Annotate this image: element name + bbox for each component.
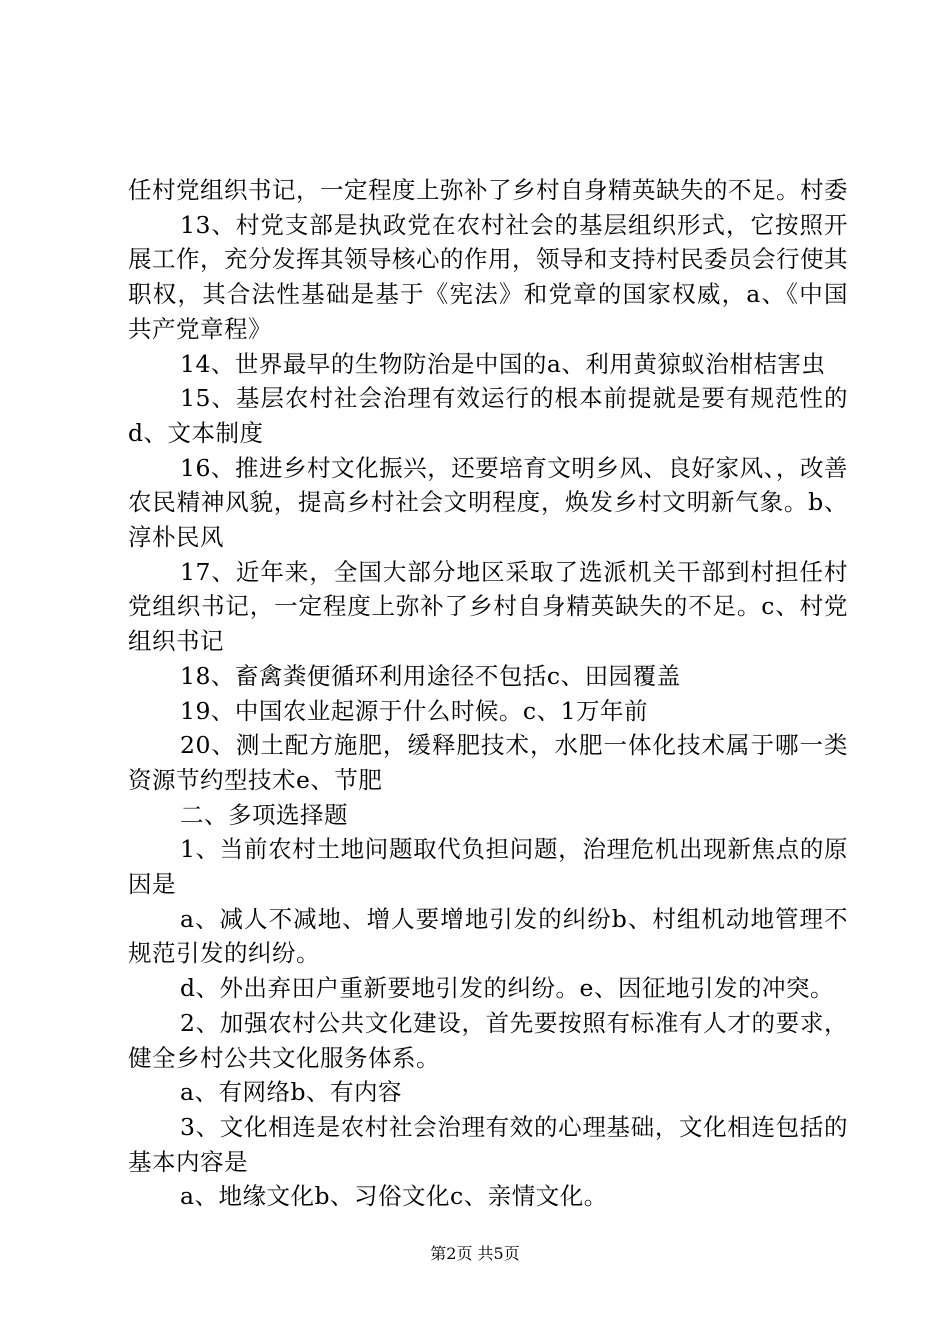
paragraph: 19、中国农业起源于什么时候。c、1万年前 xyxy=(180,696,649,725)
page-number-label: 第2页 共5页 xyxy=(430,1244,520,1263)
page-footer xyxy=(0,1243,950,1265)
document-body xyxy=(128,173,848,1214)
paragraph: 17、近年来，全国大部分地区采取了选派机关干部到村担任村党组织书记，一定程度上弥补了乡村自身精英缺失的不足。c、村党组织书记 xyxy=(128,557,848,656)
paragraph: d、外出弃田户重新要地引发的纠纷。e、因征地引发的冲突。 xyxy=(180,974,834,1003)
paragraph: a、减人不减地、增人要增地引发的纠纷b、村组机动地管理不规范引发的纠纷。 xyxy=(128,904,848,968)
paragraph: 15、基层农村社会治理有效运行的根本前提就是要有规范性的d、文本制度 xyxy=(128,384,848,447)
paragraph: 16、推进乡村文化振兴，还要培育文明乡风、良好家风、，改善农民精神风貌，提高乡村社会文明程度，焕发乡村文明新气象。b、淳朴民风 xyxy=(128,453,848,552)
paragraph: a、地缘文化b、习俗文化c、亲情文化。 xyxy=(180,1182,608,1211)
paragraph: 1、当前农村土地问题取代负担问题，治理危机出现新焦点的原因是 xyxy=(128,835,848,899)
paragraph: 20、测土配方施肥，缓释肥技术，水肥一体化技术属于哪一类资源节约型技术e、节肥 xyxy=(128,731,848,794)
paragraph: 任村党组织书记，一定程度上弥补了乡村自身精英缺失的不足。村委 xyxy=(128,176,848,204)
paragraph: 14、世界最早的生物防治是中国的a、利用黄猄蚁治柑桔害虫 xyxy=(180,349,826,378)
paragraph: 13、村党支部是执政党在农村社会的基层组织形式，它按照开展工作，充分发挥其领导核心的作用，领导和支持村民委员会行使其职权，其合法性基础是基于《宪法》和党章的国家权威，a、《中国共产党章程》 xyxy=(128,210,848,343)
paragraph: 18、畜禽粪便循环利用途径不包括c、田园覆盖 xyxy=(180,661,681,690)
paragraph: 3、文化相连是农村社会治理有效的心理基础，文化相连包括的基本内容是 xyxy=(128,1112,848,1176)
section-heading: 二、多项选择题 xyxy=(180,800,348,829)
paragraph: a、有网络b、有内容 xyxy=(180,1078,403,1107)
paragraph: 2、加强农村公共文化建设，首先要按照有标准有人才的要求，健全乡村公共文化服务体系。 xyxy=(128,1008,848,1072)
